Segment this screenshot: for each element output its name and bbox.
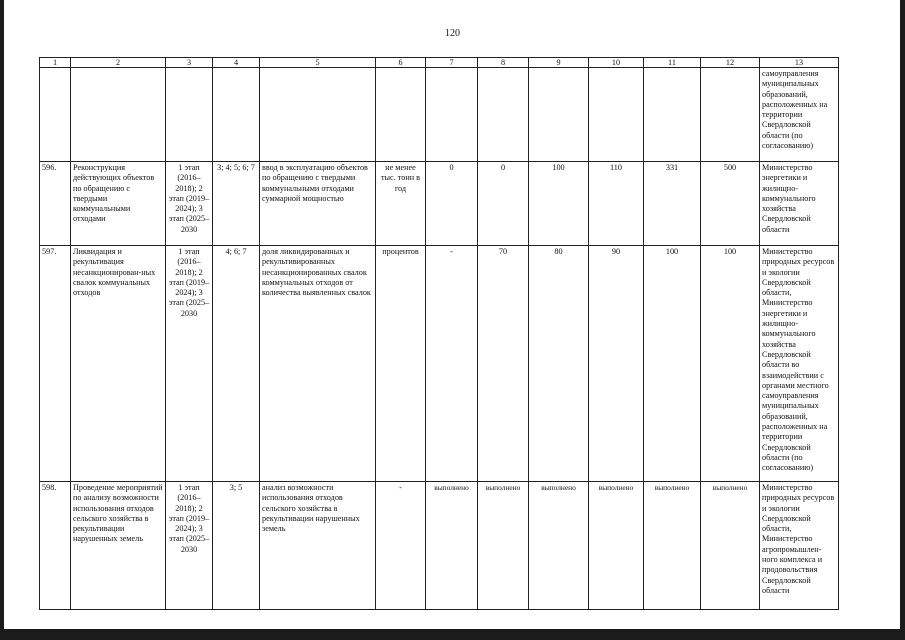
value-col9: выполнено <box>529 482 589 610</box>
table-row <box>40 162 839 246</box>
table-cell <box>478 68 529 162</box>
continuation-row <box>40 68 839 162</box>
goals: 4; 6; 7 <box>213 246 260 482</box>
value-col10: 90 <box>589 246 644 482</box>
header-cell: 4 <box>213 58 260 68</box>
value-col8: 70 <box>478 246 529 482</box>
value-col7: 0 <box>426 162 478 246</box>
header-cell: 5 <box>260 58 376 68</box>
stages: 1 этап (2016–2018); 2 этап (2019–2024); 3 этап (2025–2030 <box>166 482 213 610</box>
table-cell <box>426 68 478 162</box>
header-row <box>40 58 839 68</box>
value-col12: 500 <box>701 162 760 246</box>
header-cell: 9 <box>529 58 589 68</box>
table-cell <box>260 68 376 162</box>
header-cell: 1 <box>40 58 71 68</box>
value-col10: 110 <box>589 162 644 246</box>
value-col11: выполнено <box>644 482 701 610</box>
indicator: ввод в эксплуатацию объектов по обращению с твердыми коммунальными отходами суммарной мощностью <box>260 162 376 246</box>
table-row <box>40 246 839 482</box>
value-col11: 331 <box>644 162 701 246</box>
value-col11: 100 <box>644 246 701 482</box>
executor-cell: Министерство энергетики и жилищно-коммунального хозяйства Свердловской области <box>760 162 839 246</box>
unit: - <box>376 482 426 610</box>
indicator: доля ликвидированных и рекультивированных несанкционированных свалок коммунальных отходов от количества выявленных свалок <box>260 246 376 482</box>
row-number: 598. <box>40 482 71 610</box>
header-cell: 10 <box>589 58 644 68</box>
unit: не менее тыс. тонн в год <box>376 162 426 246</box>
table-cell <box>701 68 760 162</box>
value-col9: 100 <box>529 162 589 246</box>
table-cell <box>40 68 71 162</box>
header-cell: 6 <box>376 58 426 68</box>
value-col8: 0 <box>478 162 529 246</box>
row-number: 596. <box>40 162 71 246</box>
stages: 1 этап (2016–2018); 2 этап (2019–2024); 3 этап (2025–2030 <box>166 246 213 482</box>
table-cell <box>213 68 260 162</box>
executor-cell: Министерство природных ресурсов и экологии Свердловской области, Министерство энергетики и жилищно-коммунального хозяйства Свердловской области во взаимодействии с органами местного самоуправления муниципальных образований, расположенных на территории Свердловской области (по согласованию) <box>760 246 839 482</box>
stages: 1 этап (2016–2018); 2 этап (2019–2024); 3 этап (2025–2030 <box>166 162 213 246</box>
scan-border-bottom <box>0 629 905 640</box>
header-cell: 8 <box>478 58 529 68</box>
header-cell: 2 <box>71 58 166 68</box>
table-cell <box>589 68 644 162</box>
value-col9: 80 <box>529 246 589 482</box>
executor-cell: Министерство природных ресурсов и экологии Свердловской области, Министерство агропромышлен-ного комплекса и продовольствия Свердловской области <box>760 482 839 610</box>
table-cell <box>529 68 589 162</box>
table-row <box>40 482 839 610</box>
header-cell: 7 <box>426 58 478 68</box>
page-number: 120 <box>445 28 460 39</box>
table-cell <box>644 68 701 162</box>
value-col12: 100 <box>701 246 760 482</box>
measure-name: Проведение мероприятий по анализу возможности использования отходов сельского хозяйства в рекультивации нарушенных земель <box>71 482 166 610</box>
measure-name: Ликвидация и рекультивация несанкционирован-ных свалок коммунальных отходов <box>71 246 166 482</box>
table-cell <box>166 68 213 162</box>
unit: процентов <box>376 246 426 482</box>
value-col7: выполнено <box>426 482 478 610</box>
indicator: анализ возможности использования отходов сельского хозяйства в рекультивации нарушенных земель <box>260 482 376 610</box>
measure-name: Реконструкция действующих объектов по обращению с твердыми коммунальными отходами <box>71 162 166 246</box>
scan-border-right <box>900 0 905 640</box>
executor-cell: самоуправления муниципальных образований, расположенных на территории Свердловской области (по согласованию) <box>760 68 839 162</box>
scan-border-left <box>0 0 4 640</box>
header-cell: 12 <box>701 58 760 68</box>
header-cell: 11 <box>644 58 701 68</box>
value-col7: - <box>426 246 478 482</box>
header-cell: 3 <box>166 58 213 68</box>
goals: 3; 4; 5; 6; 7 <box>213 162 260 246</box>
value-col10: выполнено <box>589 482 644 610</box>
value-col12: выполнено <box>701 482 760 610</box>
table-cell <box>376 68 426 162</box>
value-col8: выполнено <box>478 482 529 610</box>
goals: 3; 5 <box>213 482 260 610</box>
table-cell <box>71 68 166 162</box>
row-number: 597. <box>40 246 71 482</box>
header-cell: 13 <box>760 58 839 68</box>
program-table <box>39 57 839 610</box>
